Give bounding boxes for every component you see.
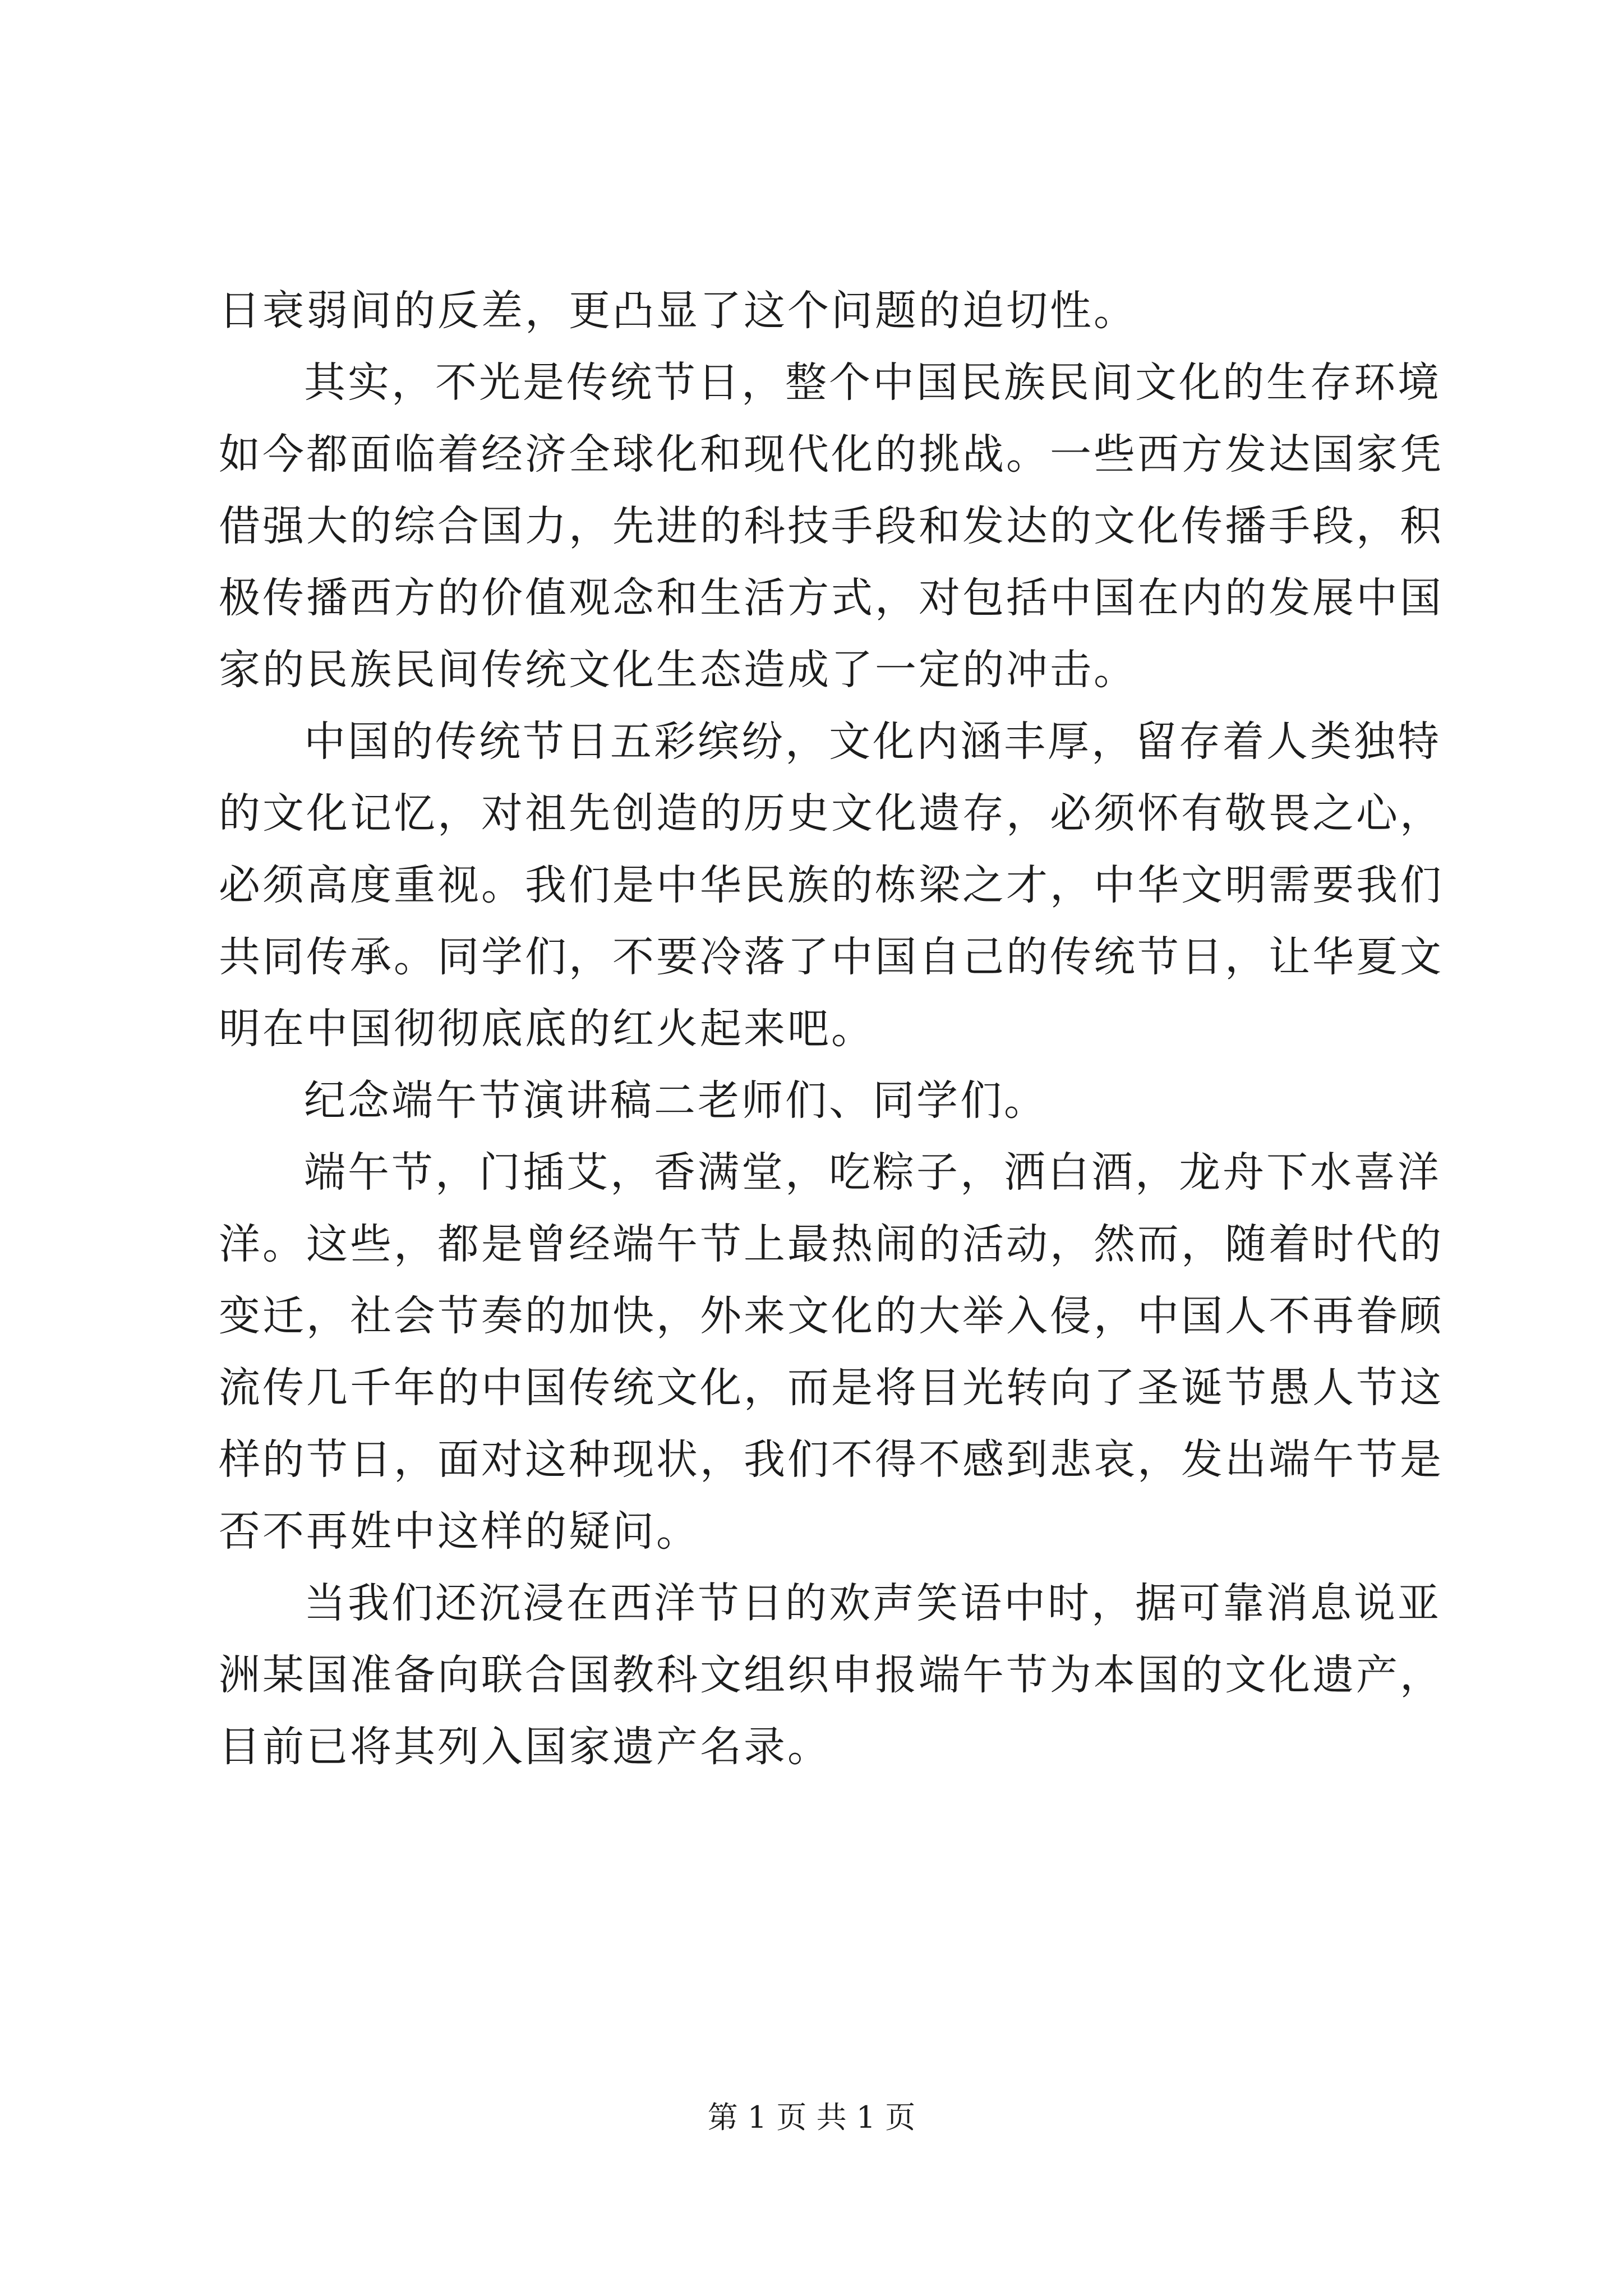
text-line: 极传播西方的价值观念和生活方式，对包括中国在内的发展中国 [219,574,1444,622]
text-line: 明在中国彻彻底底的红火起来吧。 [219,1005,875,1053]
text-line: 如今都面临着经济全球化和现代化的挑战。一些西方发达国家凭 [219,430,1444,478]
text-line: 目前已将其列入国家遗产名录。 [219,1723,831,1771]
text-line: 变迁，社会节奏的加快，外来文化的大举入侵，中国人不再眷顾 [219,1292,1444,1340]
text-line: 日衰弱间的反差，更凸显了这个问题的迫切性。 [219,287,1137,335]
paragraph-start-line: 当我们还沉浸在西洋节日的欢声笑语中时，据可靠消息说亚 [304,1579,1441,1627]
text-line: 否不再姓中这样的疑问。 [219,1507,700,1556]
text-line: 洋。这些，都是曾经端午节上最热闹的活动，然而，随着时代的 [219,1220,1444,1268]
paragraph-start-line: 中国的传统节日五彩缤纷，文化内涵丰厚，留存着人类独特 [304,717,1441,766]
text-line: 流传几千年的中国传统文化，而是将目光转向了圣诞节愚人节这 [219,1364,1444,1412]
text-line: 共同传承。同学们，不要冷落了中国自己的传统节日，让华夏文 [219,933,1444,981]
text-line: 的文化记忆，对祖先创造的历史文化遗存，必须怀有敬畏之心， [219,789,1444,838]
text-line: 样的节日，面对这种现状，我们不得不感到悲哀，发出端午节是 [219,1435,1444,1484]
paragraph-start-line: 其实，不光是传统节日，整个中国民族民间文化的生存环境 [304,358,1441,407]
page-number-footer: 第 1 页 共 1 页 [707,2100,916,2135]
text-line: 洲某国准备向联合国教科文组织申报端午节为本国的文化遗产， [219,1651,1444,1699]
text-line: 借强大的综合国力，先进的科技手段和发达的文化传播手段，积 [219,502,1444,550]
paragraph-start-line: 端午节，门插艾，香满堂，吃粽子，洒白酒，龙舟下水喜洋 [304,1148,1441,1197]
text-line: 家的民族民间传统文化生态造成了一定的冲击。 [219,646,1137,694]
text-line: 必须高度重视。我们是中华民族的栋梁之才，中华文明需要我们 [219,861,1444,909]
section-heading-line: 纪念端午节演讲稿二老师们、同学们。 [304,1076,1048,1125]
document-body [219,275,1444,1783]
